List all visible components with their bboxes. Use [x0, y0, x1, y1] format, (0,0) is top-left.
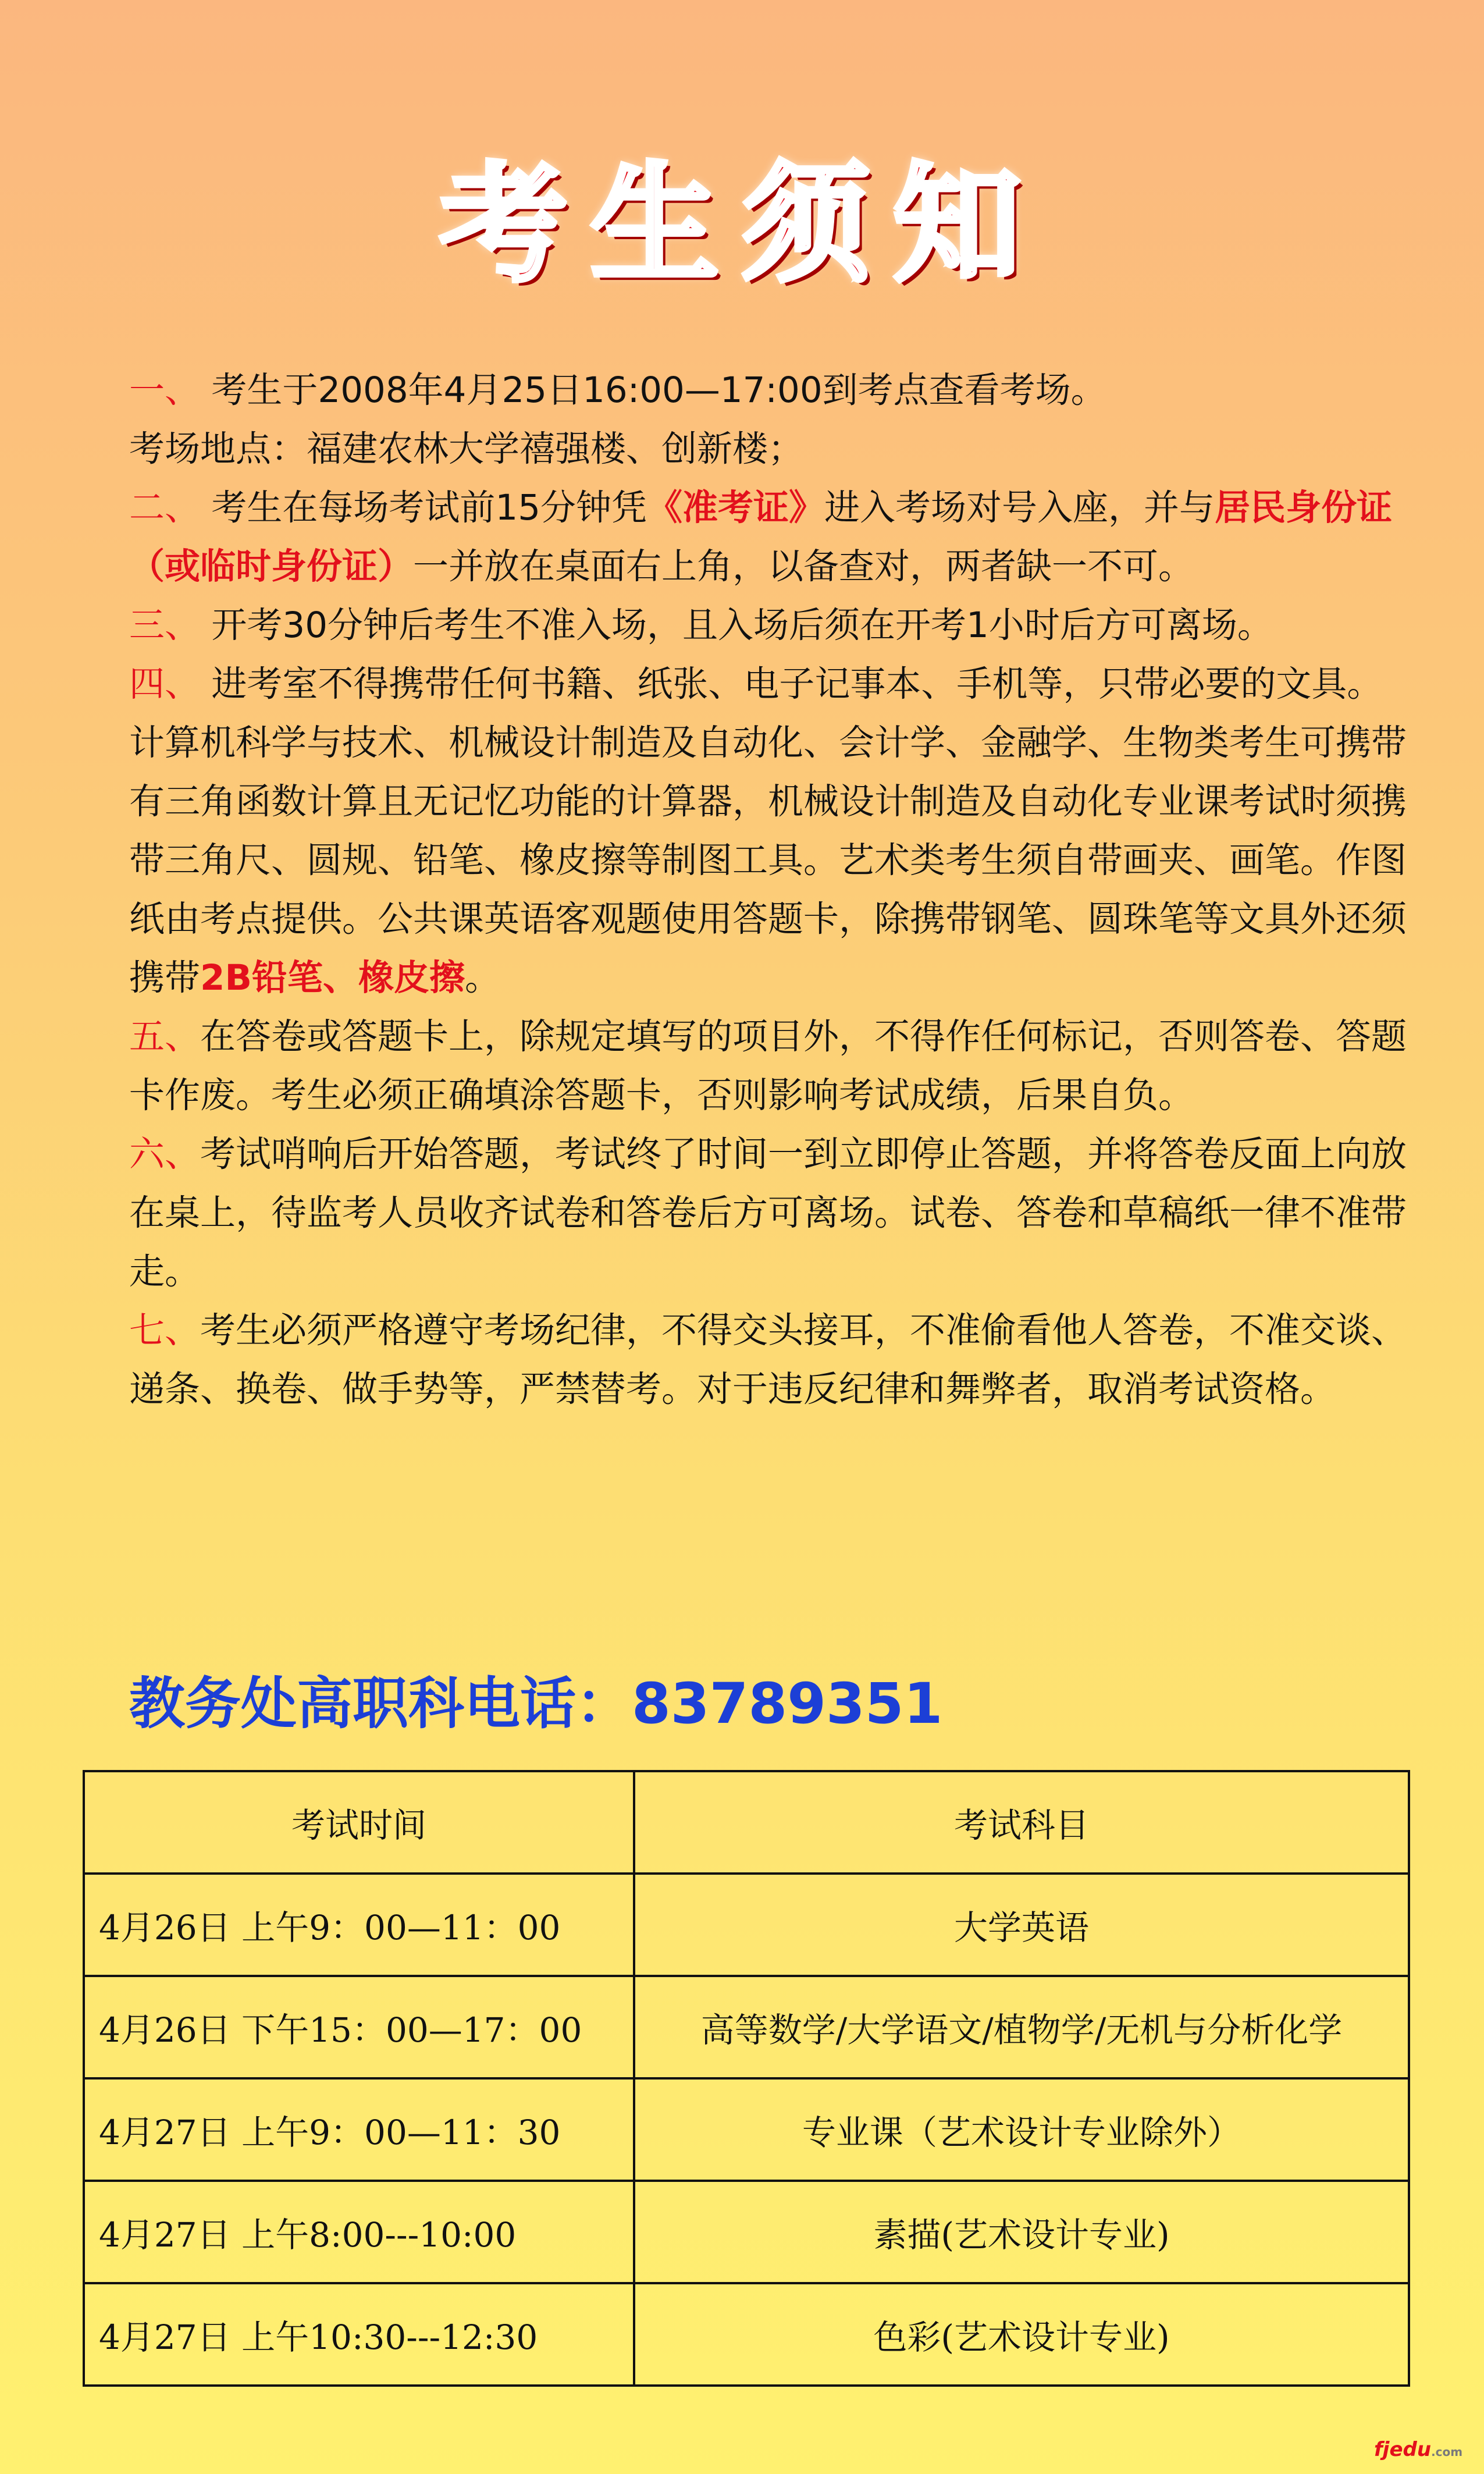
watermark-brand: fjedu	[1374, 2438, 1432, 2461]
notice-text: 考生在每场考试前15分钟凭	[200, 487, 647, 528]
table-row	[84, 2181, 1409, 2283]
notice-text: 进考室不得携带任何书籍、纸张、电子记事本、手机等，只带必要的文具。计算机科学与技术、机械设计制造及自动化、会计学、金融学、生物类考生可携带有三角函数计算且无记忆功能的计算器，机械设计制造及自动化专业课考试时须携带三角尺、圆规、铅笔、橡皮擦等制图工具。艺术类考生须自带画夹、画笔。作图纸由考点提供。公共课英语客观题使用答题卡，除携带钢笔、圆珠笔等文具外还须携带	[129, 663, 1407, 998]
notice-highlight: 2B铅笔、橡皮擦	[200, 957, 465, 998]
table-row	[84, 2078, 1409, 2181]
exam-subject-cell: 高等数学/大学语文/植物学/无机与分析化学	[634, 1976, 1409, 2078]
phone-label: 教务处高职科电话：	[129, 1671, 632, 1736]
exam-time-cell: 4月26日 上午9：00—11：00	[84, 1874, 634, 1976]
notice-text: 在答卷或答题卡上，除规定填写的项目外，不得作任何标记，否则答卷、答题卡作废。考生必须正确填涂答题卡，否则影响考试成绩，后果自负。	[129, 1016, 1407, 1116]
table-row	[84, 1874, 1409, 1976]
contact-phone	[129, 1669, 1409, 1739]
notice-item-1	[129, 361, 1409, 420]
notice-text: 开考30分钟后考生不准入场，且入场后须在开考1小时后方可离场。	[200, 605, 1273, 646]
notice-number: 七、	[129, 1310, 201, 1351]
notice-highlight: 居民身份证（或临时身份证）	[129, 487, 1393, 587]
table-row	[84, 2283, 1409, 2386]
notice-number: 二、	[129, 487, 201, 528]
table-header-row	[84, 1771, 1409, 1874]
site-watermark	[1374, 2435, 1473, 2464]
notice-text: 进入考场对号入座，并与	[824, 487, 1215, 528]
notice-text: 考生于2008年4月25日16:00—17:00到考点查看考场。	[200, 369, 1106, 411]
notice-item-2	[129, 478, 1409, 596]
exam-schedule-table	[83, 1770, 1410, 2387]
notice-number: 四、	[129, 663, 201, 705]
exam-subject-cell: 专业课（艺术设计专业除外）	[634, 2078, 1409, 2181]
notice-number: 五、	[129, 1016, 201, 1057]
notice-number: 一、	[129, 369, 201, 411]
exam-subject-cell: 素描(艺术设计专业)	[634, 2181, 1409, 2283]
notice-text: 。	[464, 957, 500, 998]
notice-item-7	[129, 1301, 1409, 1419]
notice-list	[129, 361, 1409, 1419]
exam-time-cell: 4月27日 上午9：00—11：30	[84, 2078, 634, 2181]
notice-item-5	[129, 1007, 1409, 1125]
exam-time-cell: 4月26日 下午15：00—17：00	[84, 1976, 634, 2078]
notice-text: 考生必须严格遵守考场纪律，不得交头接耳，不准偷看他人答卷，不准交谈、递条、换卷、做手势等，严禁替考。对于违反纪律和舞弊者，取消考试资格。	[129, 1310, 1407, 1410]
notice-text: 考场地点：福建农林大学禧强楼、创新楼；	[129, 428, 804, 470]
header-exam-subject: 考试科目	[634, 1771, 1409, 1874]
exam-subject-cell: 色彩(艺术设计专业)	[634, 2283, 1409, 2386]
notice-highlight: 《准考证》	[647, 487, 825, 528]
notice-text: 一并放在桌面右上角，以备查对，两者缺一不可。	[413, 546, 1194, 587]
header-exam-time: 考试时间	[84, 1771, 634, 1874]
notice-item-3	[129, 596, 1409, 655]
phone-number: 83789351	[632, 1671, 943, 1736]
exam-time-cell: 4月27日 上午8:00---10:00	[84, 2181, 634, 2283]
notice-number: 六、	[129, 1133, 201, 1175]
page-title: 考生须知	[439, 148, 1045, 299]
notice-number: 三、	[129, 605, 201, 646]
notice-item-4	[129, 655, 1409, 1007]
notice-item-venue	[129, 420, 1409, 478]
exam-time-cell: 4月27日 上午10:30---12:30	[84, 2283, 634, 2386]
watermark-domain: .com	[1431, 2445, 1463, 2459]
notice-text: 考试哨响后开始答题，考试终了时间一到立即停止答题，并将答卷反面上向放在桌上，待监考人员收齐试卷和答卷后方可离场。试卷、答卷和草稿纸一律不准带走。	[129, 1133, 1407, 1292]
exam-subject-cell: 大学英语	[634, 1874, 1409, 1976]
table-row	[84, 1976, 1409, 2078]
notice-item-6	[129, 1125, 1409, 1301]
